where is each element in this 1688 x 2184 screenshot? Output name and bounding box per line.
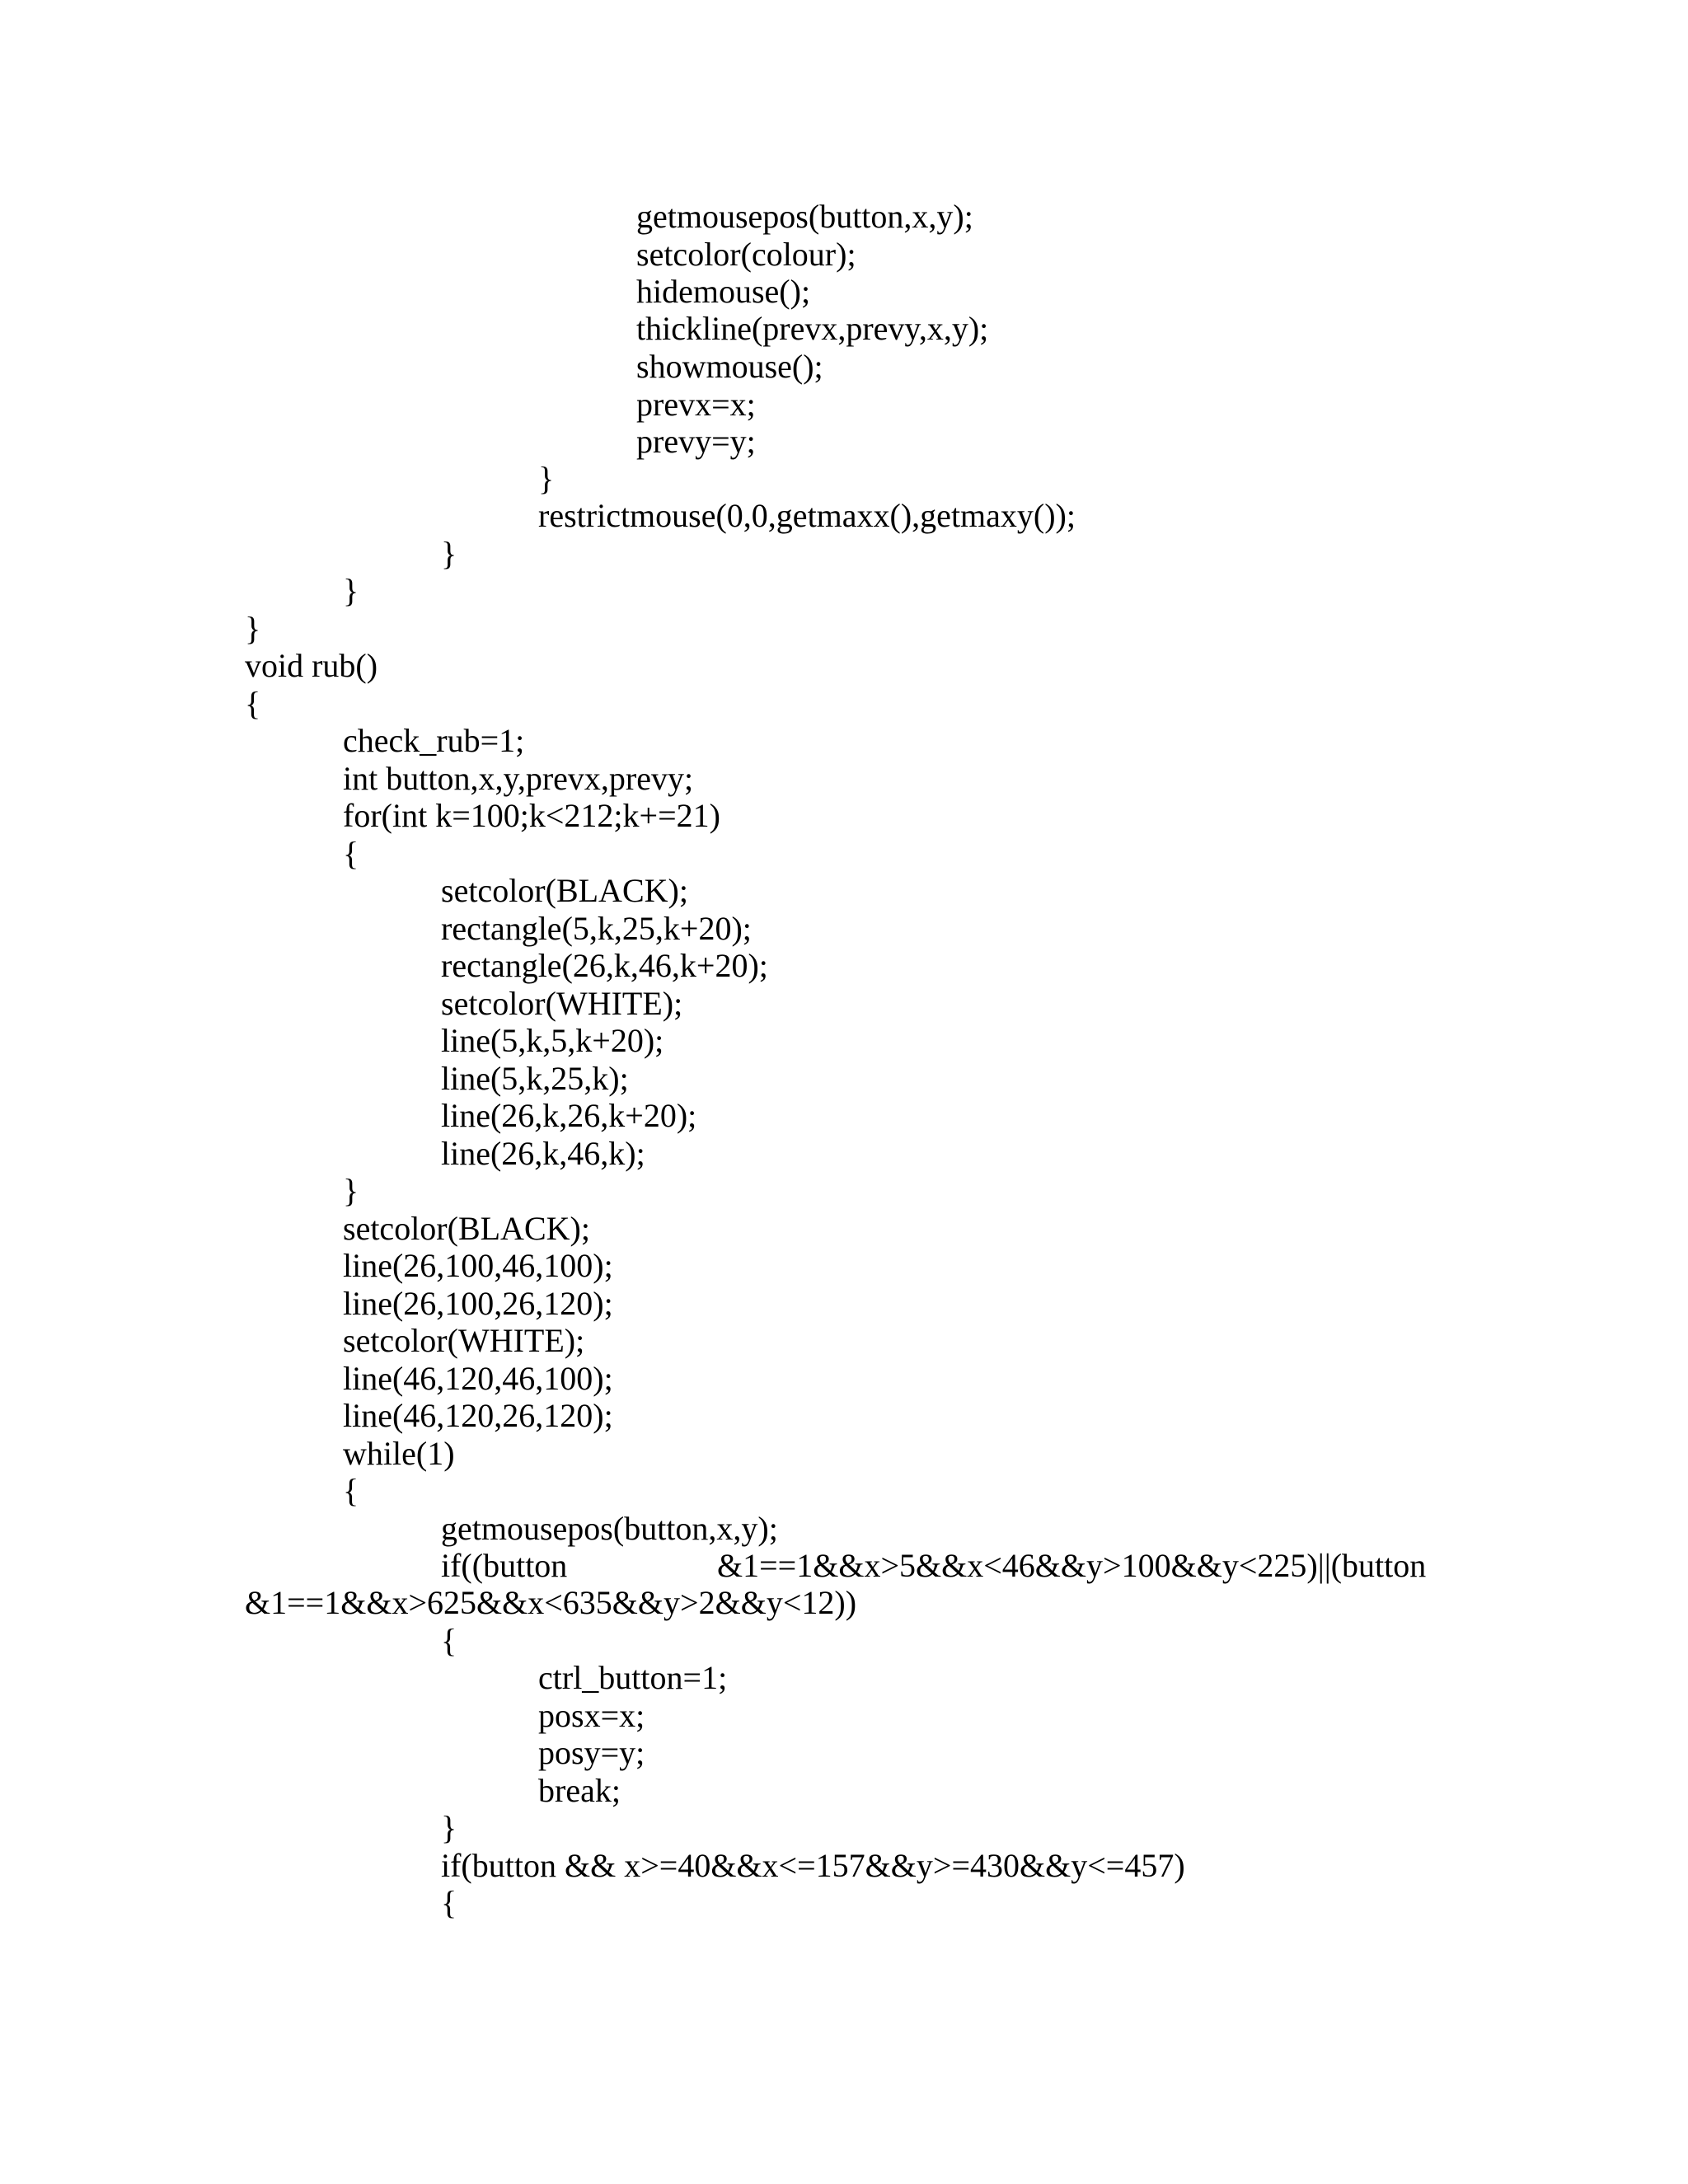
code-line: } xyxy=(441,1809,457,1846)
code-line: ctrl_button=1; xyxy=(538,1659,728,1696)
code-line: hidemouse(); xyxy=(636,273,811,310)
code-line: while(1) xyxy=(343,1435,455,1472)
code-line: } xyxy=(245,610,261,647)
code-line: { xyxy=(441,1884,457,1921)
code-line: setcolor(colour); xyxy=(636,236,856,273)
code-line: if((button xyxy=(441,1547,568,1584)
code-line: line(26,100,26,120); xyxy=(343,1285,613,1322)
code-line: &1==1&&x>625&&x<635&&y>2&&y<12)) xyxy=(245,1584,857,1621)
code-line: { xyxy=(245,685,261,722)
code-line: thickline(prevx,prevy,x,y); xyxy=(636,310,989,347)
code-line: rectangle(26,k,46,k+20); xyxy=(441,947,768,984)
code-line: posy=y; xyxy=(538,1734,645,1771)
code-line: prevx=x; xyxy=(636,386,756,423)
code-line: check_rub=1; xyxy=(343,722,525,759)
code-line: posx=x; xyxy=(538,1697,645,1734)
code-line: } xyxy=(343,1172,359,1209)
code-line: getmousepos(button,x,y); xyxy=(441,1510,778,1547)
code-line: { xyxy=(343,1472,359,1509)
code-line: showmouse(); xyxy=(636,348,823,385)
code-line: for(int k=100;k<212;k+=21) xyxy=(343,797,720,834)
code-line: } xyxy=(538,460,555,497)
code-line: line(5,k,5,k+20); xyxy=(441,1022,664,1059)
code-line: &1==1&&x>5&&x<46&&y>100&&y<225)||(button xyxy=(717,1547,1427,1584)
code-line: void rub() xyxy=(245,647,378,684)
code-line: line(46,120,26,120); xyxy=(343,1397,613,1434)
code-line: restrictmouse(0,0,getmaxx(),getmaxy()); xyxy=(538,497,1076,534)
code-line: setcolor(WHITE); xyxy=(441,985,683,1022)
code-line: { xyxy=(343,835,359,872)
code-line: int button,x,y,prevx,prevy; xyxy=(343,760,694,797)
code-line: setcolor(WHITE); xyxy=(343,1322,585,1359)
code-line: } xyxy=(343,572,359,609)
code-line: line(26,100,46,100); xyxy=(343,1247,613,1284)
code-line: rectangle(5,k,25,k+20); xyxy=(441,910,752,947)
code-line: getmousepos(button,x,y); xyxy=(636,198,973,235)
code-line: setcolor(BLACK); xyxy=(343,1210,590,1247)
code-line: if(button && x>=40&&x<=157&&y>=430&&y<=457) xyxy=(441,1847,1185,1884)
code-line: break; xyxy=(538,1772,621,1809)
code-line: line(26,k,26,k+20); xyxy=(441,1097,697,1134)
code-line: prevy=y; xyxy=(636,423,756,460)
code-line: } xyxy=(441,535,457,572)
code-line: { xyxy=(441,1622,457,1659)
code-line: line(26,k,46,k); xyxy=(441,1135,645,1172)
code-line: line(5,k,25,k); xyxy=(441,1060,629,1097)
code-line: setcolor(BLACK); xyxy=(441,872,688,909)
code-line: line(46,120,46,100); xyxy=(343,1360,613,1397)
